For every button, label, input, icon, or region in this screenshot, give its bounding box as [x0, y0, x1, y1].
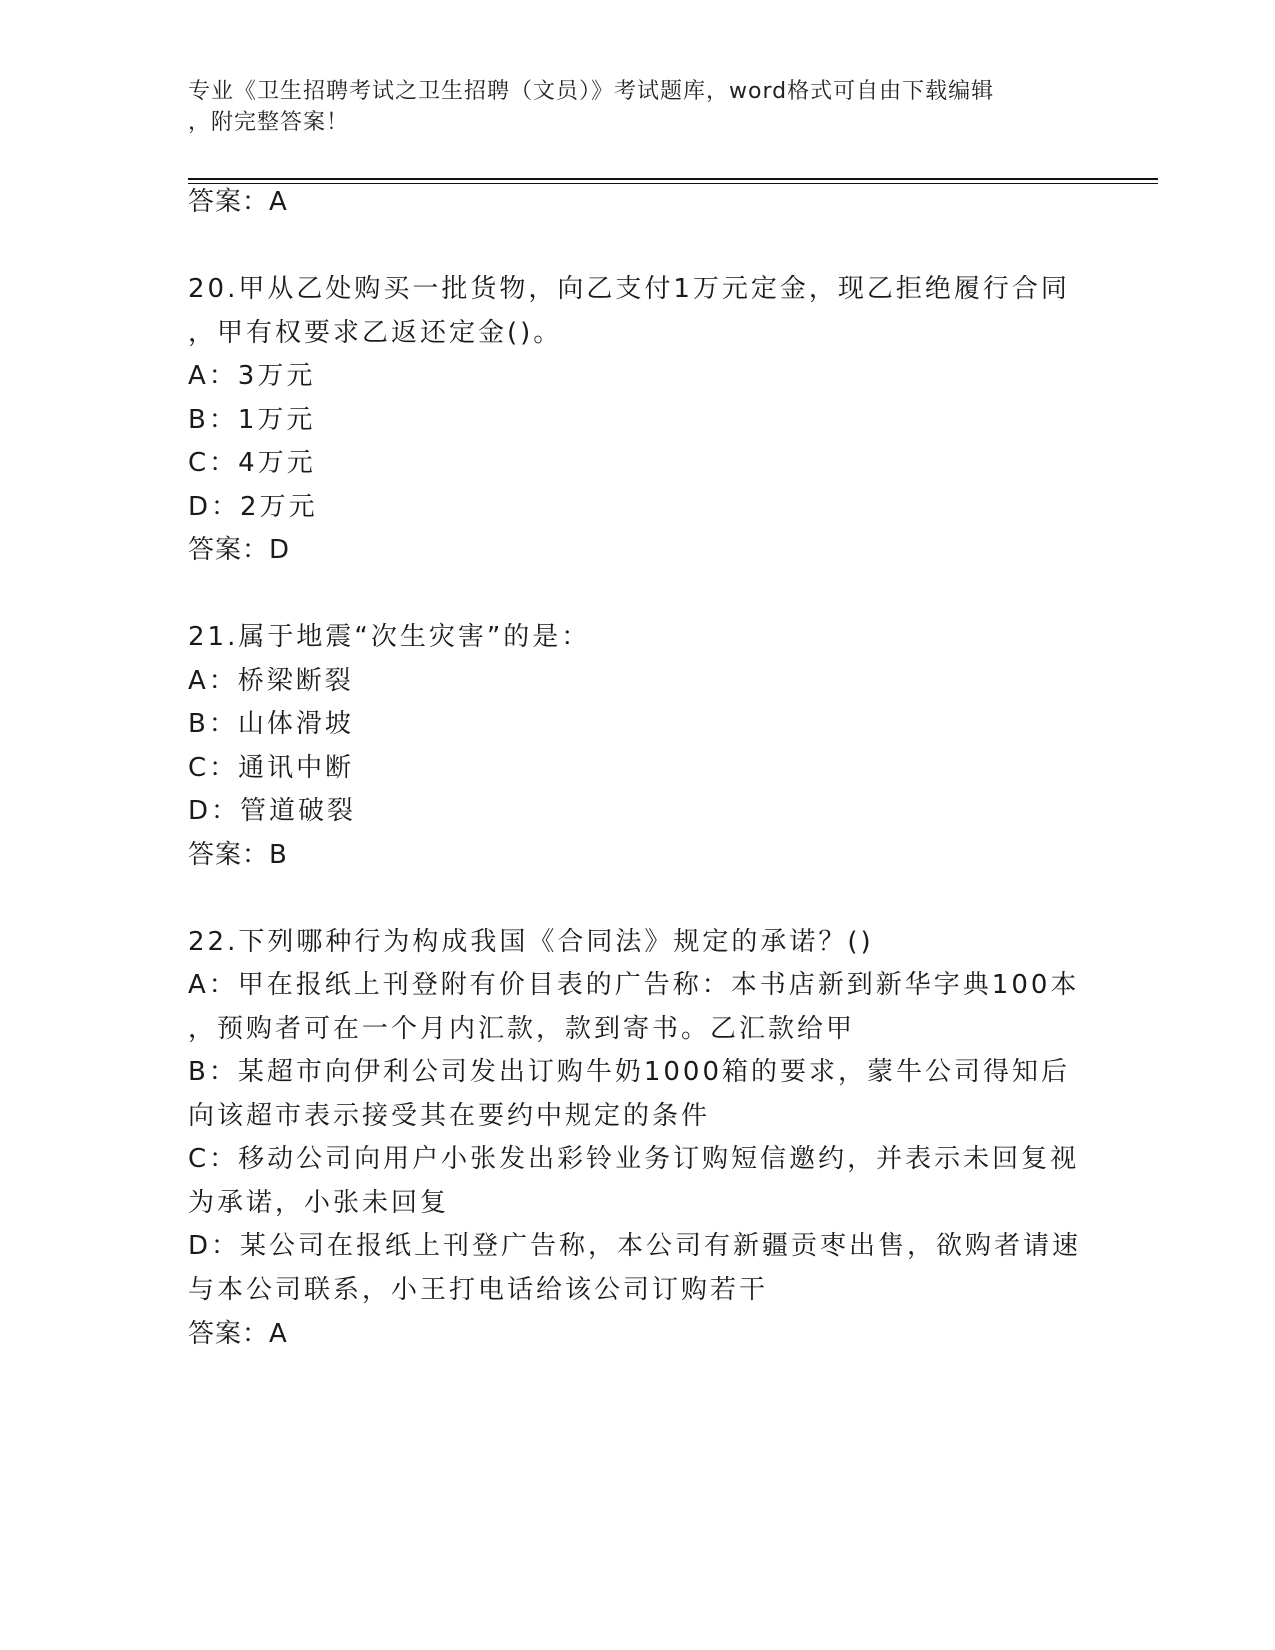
- question-22-option-a-line-1: A：甲在报纸上刊登附有价目表的广告称：本书店新到新华字典100本: [188, 970, 1080, 1000]
- question-22-option-c-line-1: C：移动公司向用户小张发出彩铃业务订购短信邀约，并表示未回复视: [188, 1144, 1080, 1174]
- header-line-1: 专业《卫生招聘考试之卫生招聘（文员）》考试题库，word格式可自由下载编辑: [188, 79, 995, 104]
- question-21-option-b: B：山体滑坡: [188, 709, 354, 739]
- question-22-option-b-line-2: 向该超市表示接受其在要约中规定的条件: [188, 1101, 711, 1131]
- question-21-stem: 21.属于地震“次生灾害”的是：: [188, 622, 591, 652]
- page-header: [188, 76, 1068, 138]
- question-22-option-c-line-2: 为承诺，小张未回复: [188, 1188, 450, 1218]
- answer-20: 答案：D: [188, 535, 291, 565]
- header-divider-thin: [188, 183, 1158, 184]
- question-20-option-c: C：4万元: [188, 448, 316, 478]
- question-20-stem-line-1: 20.甲从乙处购买一批货物，向乙支付1万元定金，现乙拒绝履行合同: [188, 274, 1070, 304]
- question-21-option-d: D：管道破裂: [188, 796, 357, 826]
- answer-22: 答案：A: [188, 1319, 288, 1349]
- answer-19: 答案：A: [188, 187, 288, 217]
- question-22-option-d-line-1: D：某公司在报纸上刊登广告称，本公司有新疆贡枣出售，欲购者请速: [188, 1231, 1082, 1261]
- header-divider-thick: [188, 178, 1158, 180]
- question-20-stem-line-2: ，甲有权要求乙返还定金()。: [188, 318, 563, 348]
- question-22-option-b-line-1: B：某超市向伊利公司发出订购牛奶1000箱的要求，蒙牛公司得知后: [188, 1057, 1071, 1087]
- question-22-stem: 22.下列哪种行为构成我国《合同法》规定的承诺？(): [188, 927, 874, 957]
- question-21-option-c: C：通讯中断: [188, 753, 355, 783]
- header-line-2: ，附完整答案！: [188, 110, 350, 135]
- question-22-option-a-line-2: ，预购者可在一个月内汇款，款到寄书。乙汇款给甲: [188, 1014, 856, 1044]
- question-20-option-d: D：2万元: [188, 492, 318, 522]
- question-20-option-b: B：1万元: [188, 405, 316, 435]
- question-20-option-a: A：3万元: [188, 361, 316, 391]
- question-21-option-a: A：桥梁断裂: [188, 666, 354, 696]
- answer-21: 答案：B: [188, 840, 288, 870]
- question-22-option-d-line-2: 与本公司联系，小王打电话给该公司订购若干: [188, 1275, 769, 1305]
